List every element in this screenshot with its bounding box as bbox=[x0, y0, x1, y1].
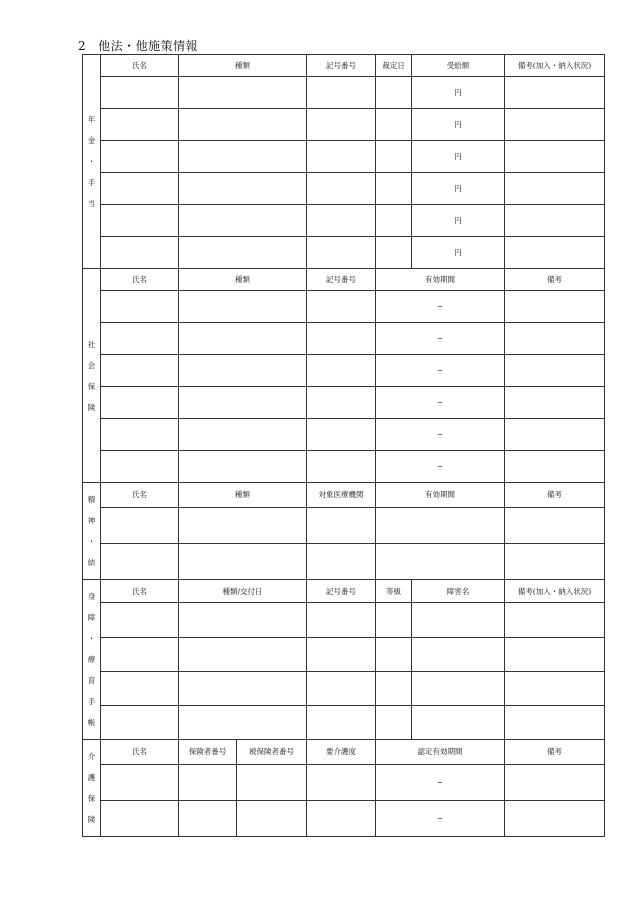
input-cell[interactable] bbox=[101, 507, 179, 543]
category-char: 険 bbox=[87, 402, 96, 412]
category-char: 障 bbox=[87, 613, 96, 622]
input-cell[interactable] bbox=[237, 764, 307, 800]
header-cell: 種類 bbox=[179, 483, 307, 508]
header-cell: 記号番号 bbox=[307, 55, 376, 77]
input-cell[interactable]: 円 bbox=[412, 77, 505, 109]
input-cell[interactable] bbox=[307, 323, 376, 355]
input-cell[interactable] bbox=[179, 77, 307, 109]
input-cell[interactable] bbox=[101, 603, 179, 637]
data-row bbox=[83, 323, 605, 355]
input-cell[interactable] bbox=[307, 77, 376, 109]
other-programs-form bbox=[82, 54, 605, 837]
header-cell: 備考 bbox=[505, 740, 605, 765]
input-cell[interactable] bbox=[179, 671, 307, 705]
data-row bbox=[83, 173, 605, 205]
input-cell[interactable] bbox=[179, 237, 307, 269]
category-label-disability bbox=[83, 580, 101, 740]
input-cell[interactable] bbox=[505, 355, 605, 387]
category-char: 神 bbox=[87, 516, 96, 525]
input-cell[interactable] bbox=[505, 603, 605, 637]
section-header-row-social bbox=[83, 269, 605, 291]
header-cell: 保険者番号 bbox=[179, 740, 237, 765]
input-cell[interactable] bbox=[307, 507, 376, 543]
input-cell[interactable] bbox=[179, 543, 307, 579]
input-cell[interactable] bbox=[412, 671, 505, 705]
category-char: 精 bbox=[87, 495, 96, 504]
section-title-text: 他法・他施策情報 bbox=[98, 39, 199, 53]
input-cell[interactable] bbox=[376, 77, 412, 109]
data-row bbox=[83, 800, 605, 836]
section-title bbox=[78, 37, 198, 54]
data-row bbox=[83, 77, 605, 109]
header-cell: 氏名 bbox=[101, 580, 179, 603]
category-char: 社 bbox=[87, 339, 96, 349]
data-row bbox=[83, 507, 605, 543]
header-cell: 氏名 bbox=[101, 269, 179, 291]
input-cell[interactable] bbox=[101, 764, 179, 800]
input-cell[interactable] bbox=[101, 800, 179, 836]
input-cell[interactable] bbox=[101, 543, 179, 579]
category-chars bbox=[83, 495, 100, 567]
input-cell[interactable] bbox=[179, 800, 237, 836]
header-cell: 種類/交付日 bbox=[179, 580, 307, 603]
input-cell[interactable] bbox=[307, 764, 376, 800]
input-cell[interactable] bbox=[307, 419, 376, 451]
data-row bbox=[83, 603, 605, 637]
input-cell[interactable] bbox=[505, 109, 605, 141]
category-char: 金 bbox=[87, 136, 96, 145]
input-cell[interactable] bbox=[505, 451, 605, 483]
input-cell[interactable] bbox=[307, 603, 376, 637]
input-cell[interactable] bbox=[101, 237, 179, 269]
section-header-row-mental bbox=[83, 483, 605, 508]
input-cell[interactable] bbox=[307, 291, 376, 323]
input-cell[interactable] bbox=[307, 387, 376, 419]
input-cell[interactable] bbox=[101, 77, 179, 109]
input-cell[interactable] bbox=[101, 323, 179, 355]
input-cell[interactable] bbox=[307, 705, 376, 739]
input-cell[interactable]: ~ bbox=[376, 355, 505, 387]
section-number: 2 bbox=[78, 39, 87, 53]
input-cell[interactable] bbox=[376, 237, 412, 269]
header-cell: 備考(加入・納入状況) bbox=[505, 55, 605, 77]
input-cell[interactable] bbox=[179, 323, 307, 355]
input-cell[interactable] bbox=[179, 637, 307, 671]
category-label-pension bbox=[83, 55, 101, 269]
data-row bbox=[83, 705, 605, 739]
input-cell[interactable] bbox=[376, 507, 505, 543]
input-cell[interactable]: ~ bbox=[376, 387, 505, 419]
input-cell[interactable] bbox=[179, 173, 307, 205]
category-char: 会 bbox=[87, 360, 96, 370]
data-row bbox=[83, 205, 605, 237]
input-cell[interactable] bbox=[179, 205, 307, 237]
input-cell[interactable] bbox=[505, 291, 605, 323]
input-cell[interactable] bbox=[101, 705, 179, 739]
section-header-row-care bbox=[83, 740, 605, 765]
category-label-social bbox=[83, 269, 101, 483]
input-cell[interactable] bbox=[376, 671, 412, 705]
input-cell[interactable] bbox=[505, 205, 605, 237]
header-cell: 認定有効期間 bbox=[376, 740, 505, 765]
input-cell[interactable]: ~ bbox=[376, 291, 505, 323]
category-char: 手 bbox=[87, 178, 96, 187]
category-char: 険 bbox=[87, 815, 96, 824]
input-cell[interactable] bbox=[101, 671, 179, 705]
input-cell[interactable] bbox=[505, 764, 605, 800]
data-row bbox=[83, 141, 605, 173]
data-row bbox=[83, 237, 605, 269]
input-cell[interactable] bbox=[505, 419, 605, 451]
data-row bbox=[83, 387, 605, 419]
category-char: 介 bbox=[87, 752, 96, 761]
input-cell[interactable] bbox=[101, 451, 179, 483]
header-cell: 記号番号 bbox=[307, 269, 376, 291]
header-cell: 要介護度 bbox=[307, 740, 376, 765]
category-char: 身 bbox=[87, 592, 96, 601]
category-char: 手 bbox=[87, 697, 96, 706]
input-cell[interactable] bbox=[505, 237, 605, 269]
data-row bbox=[83, 764, 605, 800]
input-cell[interactable]: ~ bbox=[376, 419, 505, 451]
header-cell: 備考 bbox=[505, 483, 605, 508]
category-char: 育 bbox=[87, 676, 96, 685]
data-row bbox=[83, 671, 605, 705]
input-cell[interactable] bbox=[376, 705, 412, 739]
header-cell: 氏名 bbox=[101, 55, 179, 77]
header-cell: 被保険者番号 bbox=[237, 740, 307, 765]
category-label-care bbox=[83, 740, 101, 837]
input-cell[interactable] bbox=[179, 507, 307, 543]
input-cell[interactable] bbox=[412, 705, 505, 739]
input-cell[interactable] bbox=[101, 109, 179, 141]
header-cell: 等級 bbox=[376, 580, 412, 603]
input-cell[interactable] bbox=[101, 355, 179, 387]
input-cell[interactable] bbox=[376, 637, 412, 671]
category-char: 帳 bbox=[87, 718, 96, 727]
input-cell[interactable] bbox=[376, 141, 412, 173]
input-cell[interactable] bbox=[307, 637, 376, 671]
input-cell[interactable]: ~ bbox=[376, 764, 505, 800]
header-cell: 種類 bbox=[179, 55, 307, 77]
header-cell: 裁定日 bbox=[376, 55, 412, 77]
input-cell[interactable]: 円 bbox=[412, 141, 505, 173]
input-cell[interactable] bbox=[307, 671, 376, 705]
input-cell[interactable] bbox=[505, 705, 605, 739]
category-char: 当 bbox=[87, 199, 96, 208]
data-row bbox=[83, 419, 605, 451]
input-cell[interactable] bbox=[307, 141, 376, 173]
section-header-row-pension bbox=[83, 55, 605, 77]
input-cell[interactable] bbox=[307, 205, 376, 237]
input-cell[interactable] bbox=[376, 543, 505, 579]
input-cell[interactable] bbox=[101, 637, 179, 671]
input-cell[interactable] bbox=[101, 291, 179, 323]
data-row bbox=[83, 291, 605, 323]
input-cell[interactable] bbox=[505, 543, 605, 579]
input-cell[interactable] bbox=[376, 173, 412, 205]
data-row bbox=[83, 109, 605, 141]
category-char: 結 bbox=[87, 558, 96, 567]
input-cell[interactable]: ~ bbox=[376, 800, 505, 836]
input-cell[interactable] bbox=[505, 173, 605, 205]
category-chars bbox=[83, 592, 100, 727]
input-cell[interactable] bbox=[412, 637, 505, 671]
header-cell: 有効期間 bbox=[376, 269, 505, 291]
input-cell[interactable] bbox=[237, 800, 307, 836]
data-row bbox=[83, 355, 605, 387]
input-cell[interactable] bbox=[101, 141, 179, 173]
input-cell[interactable]: ~ bbox=[376, 451, 505, 483]
data-row bbox=[83, 451, 605, 483]
input-cell[interactable] bbox=[101, 387, 179, 419]
input-cell[interactable] bbox=[307, 800, 376, 836]
input-cell[interactable] bbox=[307, 355, 376, 387]
input-cell[interactable] bbox=[179, 419, 307, 451]
input-cell[interactable] bbox=[307, 543, 376, 579]
data-row bbox=[83, 637, 605, 671]
header-cell: 備考(加入・納入状況) bbox=[505, 580, 605, 603]
input-cell[interactable] bbox=[101, 173, 179, 205]
input-cell[interactable] bbox=[412, 603, 505, 637]
input-cell[interactable] bbox=[179, 764, 237, 800]
input-cell[interactable] bbox=[307, 237, 376, 269]
category-chars bbox=[83, 752, 100, 824]
header-cell: 対象医療機関 bbox=[307, 483, 376, 508]
input-cell[interactable] bbox=[101, 205, 179, 237]
input-cell[interactable]: ~ bbox=[376, 323, 505, 355]
category-char: ・ bbox=[87, 537, 96, 546]
input-cell[interactable]: 円 bbox=[412, 173, 505, 205]
category-chars bbox=[83, 340, 100, 412]
header-cell: 備考 bbox=[505, 269, 605, 291]
input-cell[interactable] bbox=[376, 109, 412, 141]
header-cell: 受給額 bbox=[412, 55, 505, 77]
category-char: 療 bbox=[87, 655, 96, 664]
input-cell[interactable] bbox=[505, 671, 605, 705]
data-row bbox=[83, 543, 605, 579]
input-cell[interactable] bbox=[179, 355, 307, 387]
input-cell[interactable] bbox=[307, 451, 376, 483]
category-char: ・ bbox=[87, 634, 96, 643]
input-cell[interactable] bbox=[307, 109, 376, 141]
input-cell[interactable] bbox=[179, 705, 307, 739]
input-cell[interactable] bbox=[179, 141, 307, 173]
category-char: ・ bbox=[87, 157, 96, 166]
header-cell: 有効期間 bbox=[376, 483, 505, 508]
input-cell[interactable] bbox=[505, 507, 605, 543]
input-cell[interactable]: 円 bbox=[412, 205, 505, 237]
header-cell: 記号番号 bbox=[307, 580, 376, 603]
input-cell[interactable]: 円 bbox=[412, 109, 505, 141]
input-cell[interactable] bbox=[307, 173, 376, 205]
input-cell[interactable] bbox=[179, 387, 307, 419]
header-cell: 氏名 bbox=[101, 483, 179, 508]
input-cell[interactable]: 円 bbox=[412, 237, 505, 269]
category-label-mental bbox=[83, 483, 101, 580]
header-cell: 氏名 bbox=[101, 740, 179, 765]
category-char: 年 bbox=[87, 115, 96, 124]
input-cell[interactable] bbox=[505, 800, 605, 836]
category-char: 護 bbox=[87, 773, 96, 782]
category-char: 保 bbox=[87, 381, 96, 391]
section-header-row-disability bbox=[83, 580, 605, 603]
header-cell: 障害名 bbox=[412, 580, 505, 603]
input-cell[interactable] bbox=[505, 141, 605, 173]
input-cell[interactable] bbox=[505, 77, 605, 109]
category-char: 保 bbox=[87, 794, 96, 803]
input-cell[interactable] bbox=[505, 637, 605, 671]
input-cell[interactable] bbox=[179, 603, 307, 637]
input-cell[interactable] bbox=[101, 419, 179, 451]
header-cell: 種類 bbox=[179, 269, 307, 291]
input-cell[interactable] bbox=[505, 323, 605, 355]
input-cell[interactable] bbox=[376, 205, 412, 237]
input-cell[interactable] bbox=[376, 603, 412, 637]
input-cell[interactable] bbox=[179, 291, 307, 323]
category-chars bbox=[83, 115, 100, 208]
input-cell[interactable] bbox=[505, 387, 605, 419]
input-cell[interactable] bbox=[179, 109, 307, 141]
input-cell[interactable] bbox=[179, 451, 307, 483]
